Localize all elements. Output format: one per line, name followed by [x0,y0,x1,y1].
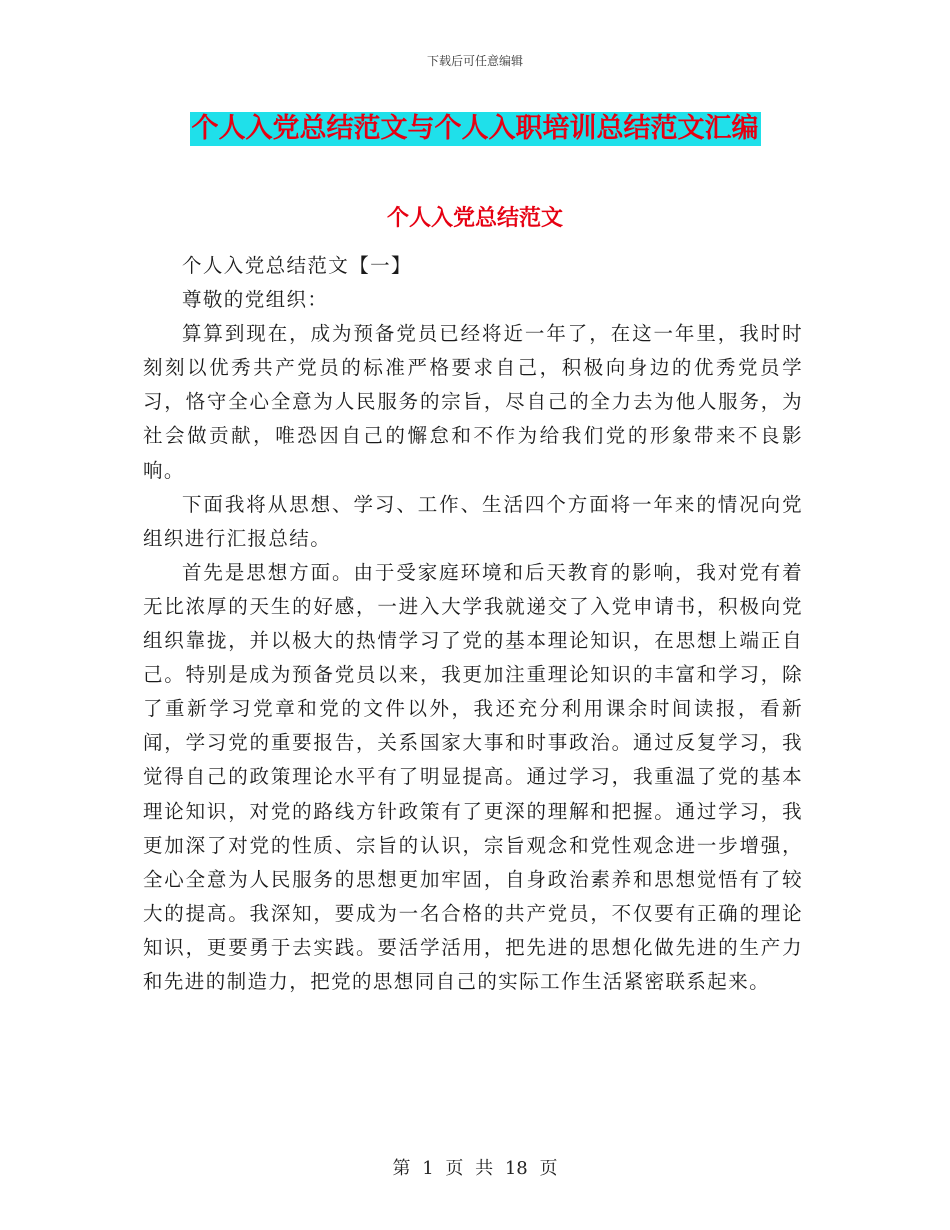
paragraph-heading: 个人入党总结范文【一】 [182,254,412,277]
page-indicator: 第 1 页 共 18 页 [392,1158,558,1179]
header-note: 下载后可任意编辑 [426,54,523,68]
paragraph: 算算到现在，成为预备党员已经将近一年了，在这一年里，我时时刻刻以优秀共产党员的标准严格要求自己，积极向身边的优秀党员学习，恪守全心全意为人民服务的宗旨，尽自己的全力去为他人服务，为社会做贡献，唯恐因自己的懈怠和不作为给我们党的形象带来不良影响。 [143,322,803,482]
section-title: 个人入党总结范文 [386,205,563,231]
main-title-container [0,112,950,146]
paragraph: 首先是思想方面。由于受家庭环境和后天教育的影响，我对党有着无比浓厚的天生的好感，一进入大学我就递交了入党申请书，积极向党组织靠拢，并以极大的热情学习了党的基本理论知识，在思想上端正自己。特别是成为预备党员以来，我更加注重理论知识的丰富和学习，除了重新学习党章和党的文件以外，我还充分利用课余时间读报，看新闻，学习党的重要报告，关系国家大事和时事政治。通过反复学习，我觉得自己的政策理论水平有了明显提高。通过学习，我重温了党的基本理论知识，对党的路线方针政策有了更深的理解和把握。通过学习，我更加深了对党的性质、宗旨的认识，宗旨观念和党性观念进一步增强，全心全意为人民服务的思想更加牢固，自身政治素养和思想觉悟有了较大的提高。我深知，要成为一名合格的共产党员，不仅要有正确的理论知识，更要勇于去实践。要活学活用，把先进的思想化做先进的生产力和先进的制造力，把党的思想同自己的实际工作生活紧密联系起来。 [143,560,803,993]
main-title: 个人入党总结范文与个人入职培训总结范文汇编 [191,113,759,144]
paragraph-salutation: 尊敬的党组织： [182,288,329,312]
document-body [143,249,803,999]
paragraph: 下面我将从思想、学习、工作、生活四个方面将一年来的情况向党组织进行汇报总结。 [143,492,803,550]
